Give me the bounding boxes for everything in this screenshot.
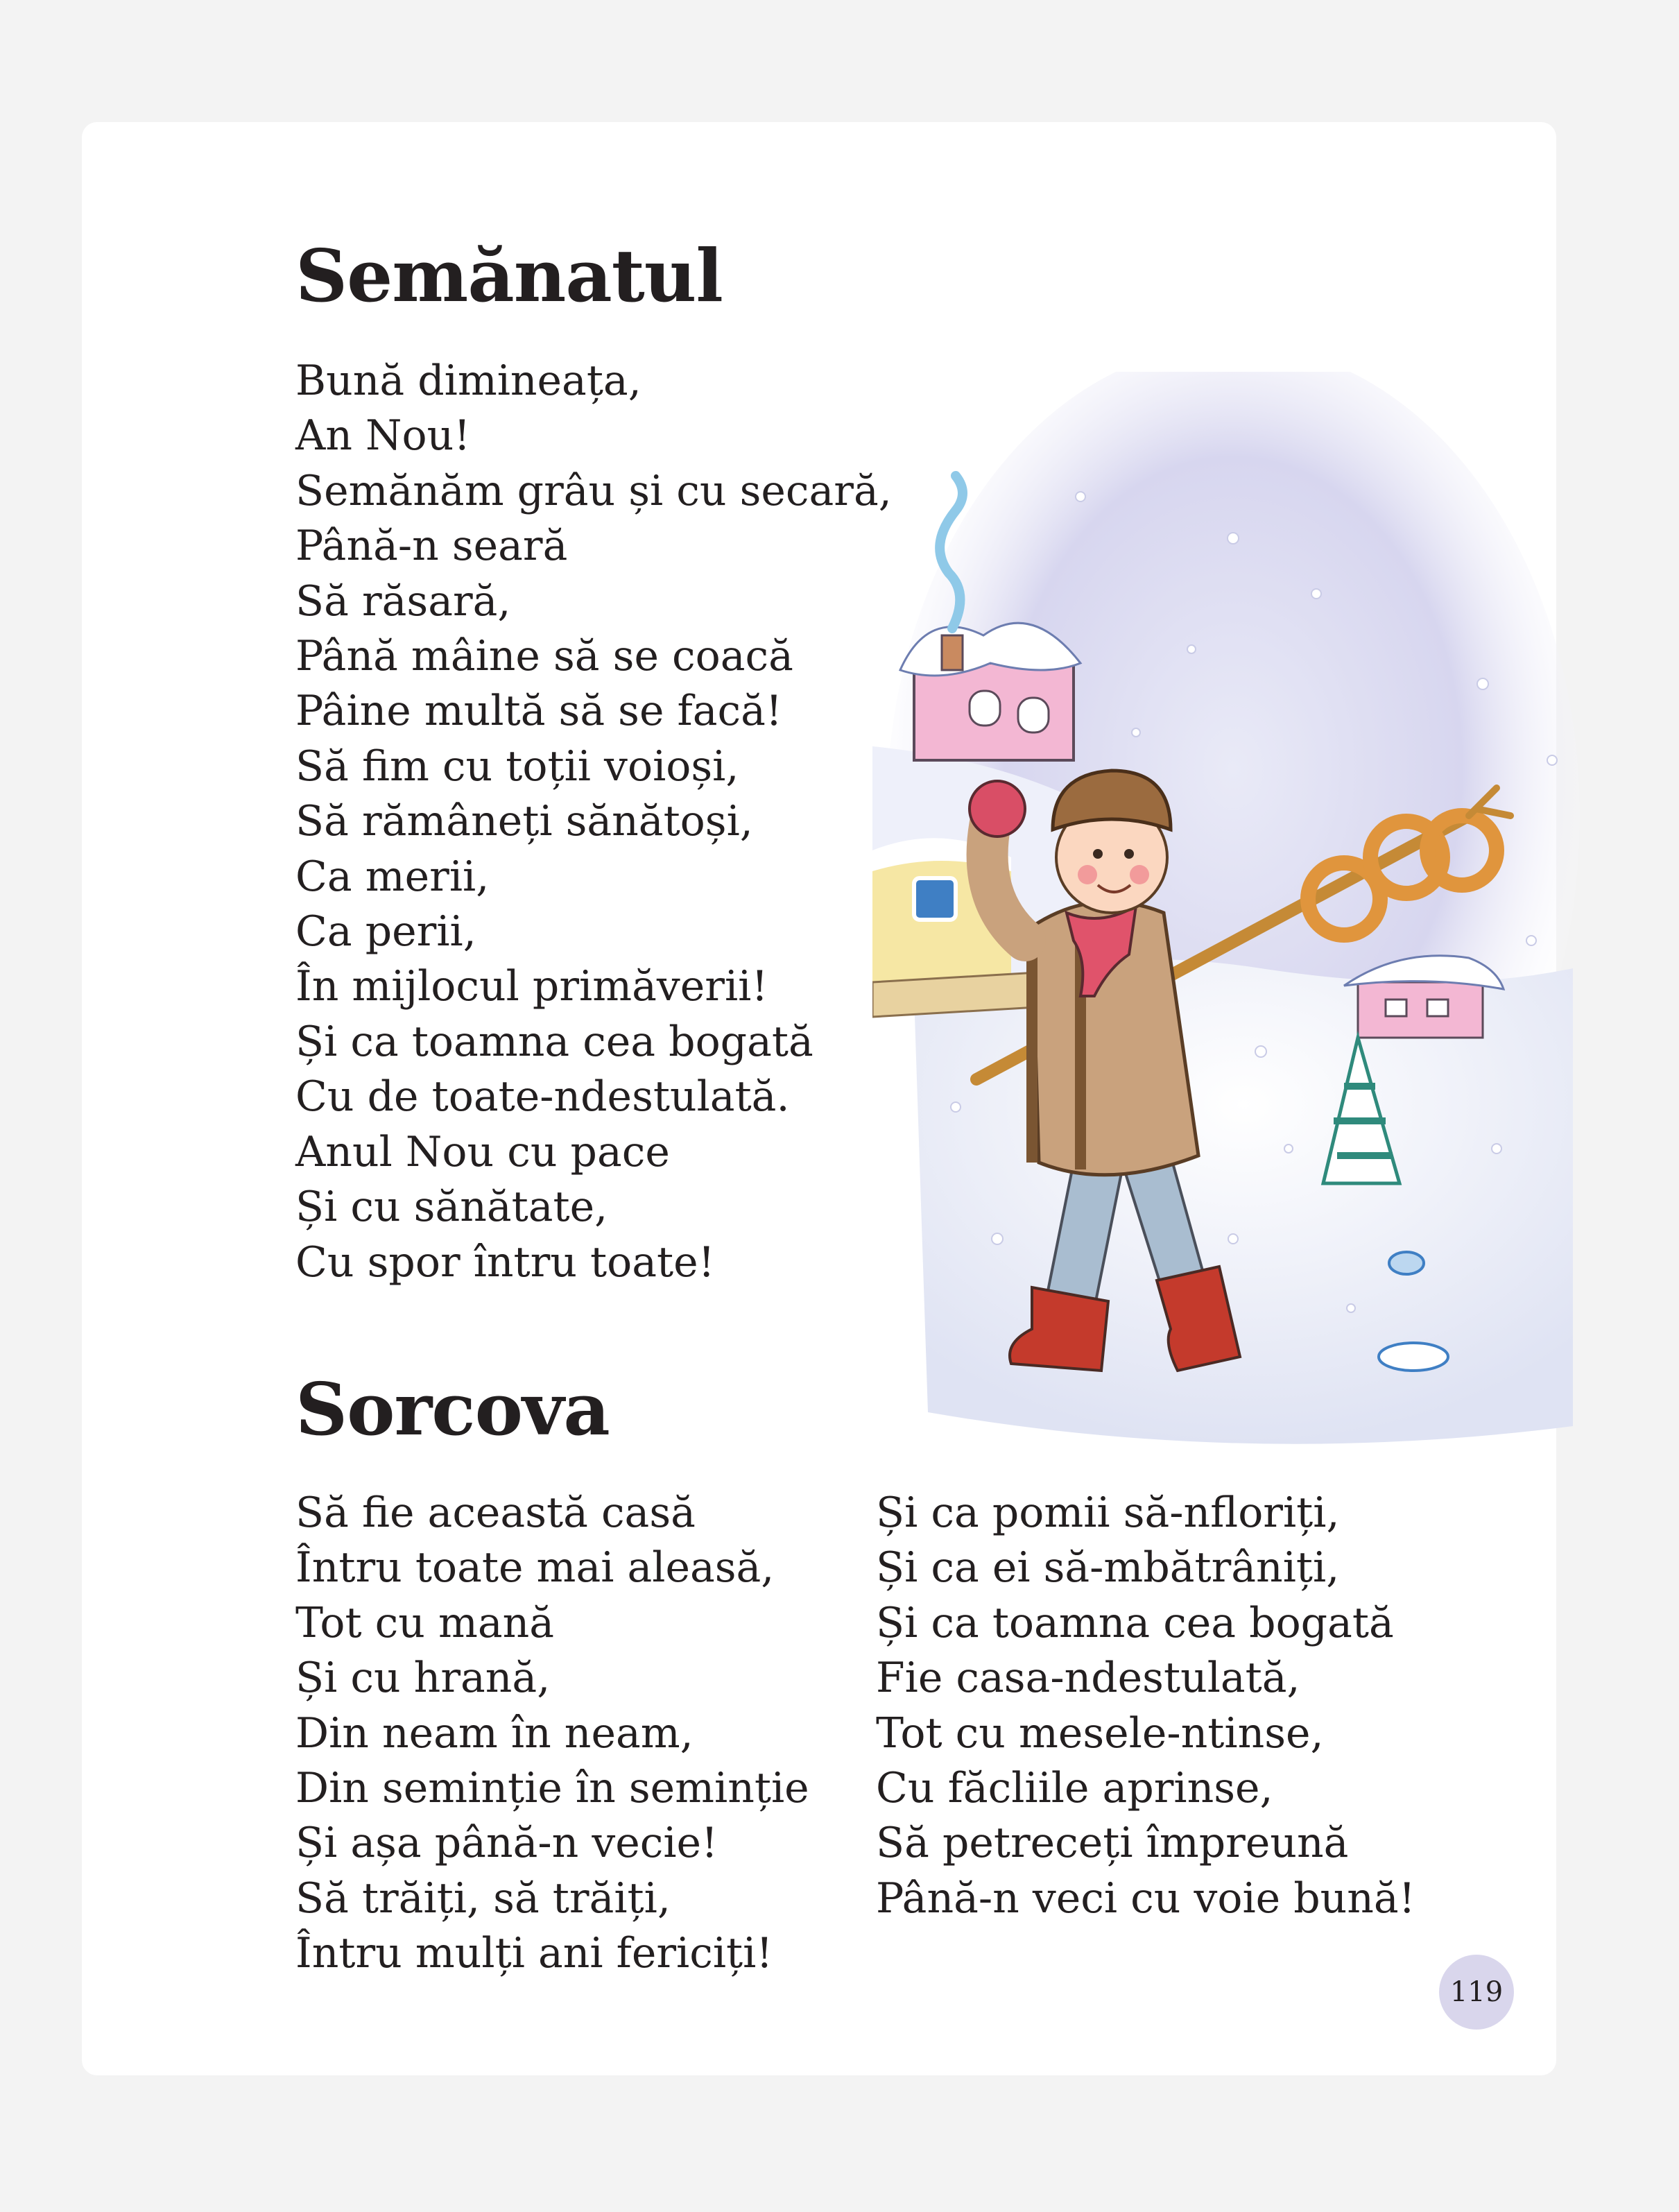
verse-line: Să trăiți, să trăiți, bbox=[295, 1874, 671, 1923]
verse-line: Anul Nou cu pace bbox=[295, 1127, 670, 1176]
poem-title-semanatul: Semănatul bbox=[295, 233, 723, 318]
verse-line: Din neam în neam, bbox=[295, 1708, 694, 1758]
verse-line: Și cu hrană, bbox=[295, 1654, 551, 1703]
verse-line: Ca merii, bbox=[295, 852, 490, 901]
verse-line: Tot cu mesele-ntinse, bbox=[876, 1708, 1324, 1758]
verse-line: Cu de toate-ndestulată. bbox=[295, 1072, 790, 1122]
verse-line: Întru toate mai aleasă, bbox=[295, 1543, 775, 1593]
verse-line: Și ca toamna cea bogată bbox=[876, 1598, 1394, 1647]
verse-line: Să rămâneți sănătoși, bbox=[295, 797, 753, 846]
verse-line: Să fie această casă bbox=[295, 1489, 696, 1537]
verse-line: Bună dimineața, bbox=[295, 357, 642, 405]
verse-line: Și așa până-n vecie! bbox=[295, 1819, 718, 1868]
poem-title-sorcova: Sorcova bbox=[295, 1366, 610, 1452]
book-page bbox=[82, 122, 1556, 2075]
verse-line: Să răsară, bbox=[295, 576, 511, 626]
verse-line: Fie casa-ndestulată, bbox=[876, 1654, 1300, 1703]
verse-line: Și ca ei să-mbătrâniți, bbox=[876, 1543, 1340, 1593]
footprint bbox=[1389, 1252, 1424, 1274]
verse-line: Să fim cu toții voioși, bbox=[295, 741, 739, 791]
poem-sorcova-column-1 bbox=[295, 1486, 809, 1982]
winter-boy-illustration bbox=[872, 372, 1615, 1495]
verse-line: An Nou! bbox=[295, 411, 471, 461]
verse-line: Cu făcliile aprinse, bbox=[876, 1764, 1273, 1813]
verse-line: Semănăm grâu și cu secară, bbox=[295, 466, 892, 515]
verse-line: Și ca toamna cea bogată bbox=[295, 1017, 813, 1066]
verse-line: Tot cu mană bbox=[295, 1598, 555, 1647]
verse-line: Din seminție în seminție bbox=[295, 1764, 809, 1813]
verse-line: Și cu sănătate, bbox=[295, 1183, 608, 1232]
verse-line: Până mâine să se coacă bbox=[295, 632, 793, 681]
verse-line: Ca perii, bbox=[295, 907, 476, 957]
verse-line: Până-n seară bbox=[295, 522, 568, 571]
verse-line: Până-n veci cu voie bună! bbox=[876, 1874, 1415, 1923]
page-number-badge: 119 bbox=[1439, 1955, 1514, 2030]
verse-line: În mijlocul primăverii! bbox=[295, 962, 768, 1011]
footprint bbox=[1379, 1343, 1448, 1371]
poem-semanatul-verses bbox=[295, 354, 892, 1290]
verse-line: Să petreceți împreună bbox=[876, 1819, 1349, 1868]
verse-line: Cu spor întru toate! bbox=[295, 1237, 715, 1287]
verse-line: Pâine multă să se facă! bbox=[295, 687, 783, 736]
poem-sorcova-column-2 bbox=[876, 1486, 1415, 1926]
verse-line: Întru mulți ani fericiți! bbox=[295, 1929, 773, 1978]
verse-line: Și ca pomii să-nfloriți, bbox=[876, 1489, 1340, 1537]
